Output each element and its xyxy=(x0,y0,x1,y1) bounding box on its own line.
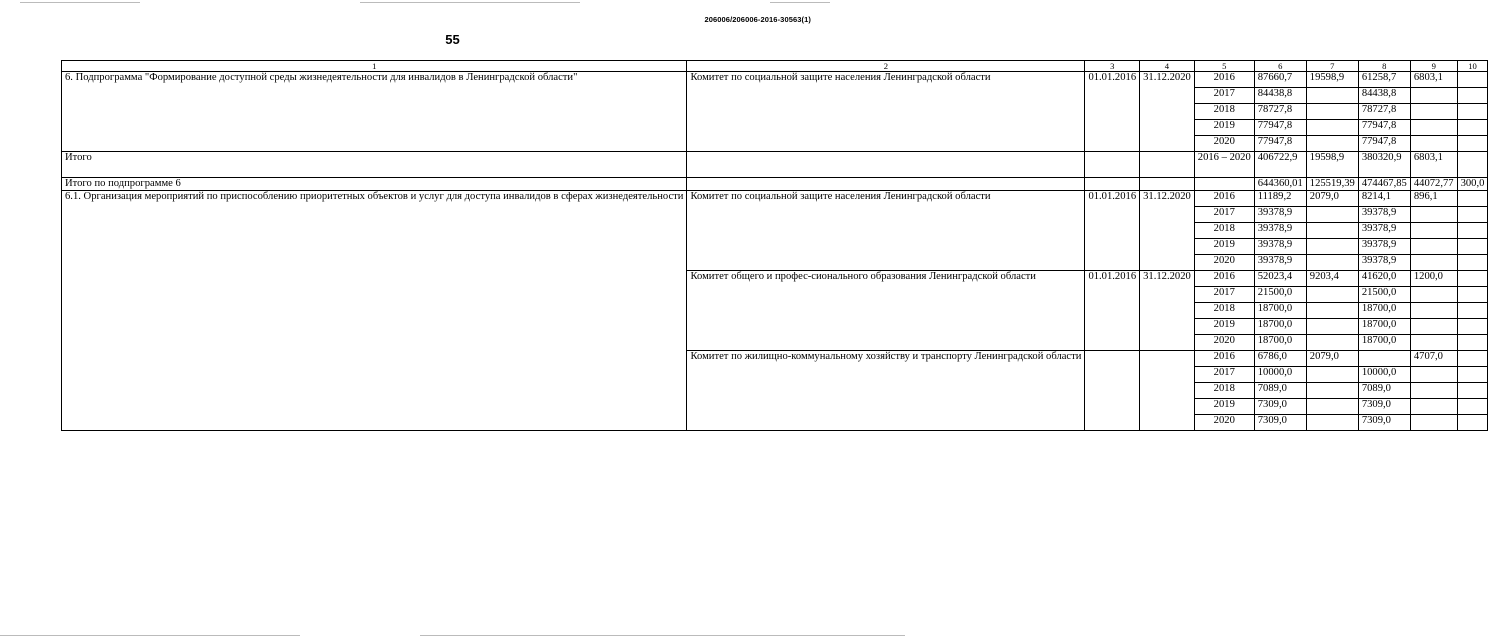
year-cell: 2016 xyxy=(1194,351,1254,367)
measure-row xyxy=(62,191,1488,207)
empty-cell xyxy=(1140,178,1195,191)
amount-cell xyxy=(1410,239,1457,255)
amount-cell: 6786,0 xyxy=(1254,351,1306,367)
start-date: 01.01.2016 xyxy=(1085,72,1140,152)
amount-cell xyxy=(1457,319,1488,335)
column-number: 5 xyxy=(1194,61,1254,72)
empty-cell xyxy=(1140,152,1195,178)
amount-cell: 84438,8 xyxy=(1358,88,1410,104)
end-date: 31.12.2020 xyxy=(1140,271,1195,351)
total-amount: 406722,9 xyxy=(1254,152,1306,178)
amount-cell xyxy=(1457,383,1488,399)
year-cell: 2017 xyxy=(1194,88,1254,104)
amount-cell xyxy=(1306,415,1358,431)
measure-name: 6.1. Организация мероприятий по приспособлению приоритетных объектов и услуг для доступа инвалидов в сферах жизнедеятельности xyxy=(62,191,687,431)
amount-cell xyxy=(1306,287,1358,303)
amount-cell xyxy=(1410,88,1457,104)
scan-edge-line xyxy=(360,2,580,3)
amount-cell xyxy=(1410,415,1457,431)
column-number: 10 xyxy=(1457,61,1488,72)
amount-cell xyxy=(1410,303,1457,319)
amount-cell: 61258,7 xyxy=(1358,72,1410,88)
column-number: 9 xyxy=(1410,61,1457,72)
amount-cell: 18700,0 xyxy=(1358,319,1410,335)
total-row xyxy=(62,152,1488,178)
amount-cell: 9203,4 xyxy=(1306,271,1358,287)
amount-cell: 78727,8 xyxy=(1358,104,1410,120)
amount-cell: 52023,4 xyxy=(1254,271,1306,287)
subprogram-total-amount: 125519,39 xyxy=(1306,178,1358,191)
amount-cell: 10000,0 xyxy=(1358,367,1410,383)
amount-cell: 10000,0 xyxy=(1254,367,1306,383)
executor-cell: Комитет общего и профес-сионального образования Ленинградской области xyxy=(687,271,1085,351)
amount-cell: 7089,0 xyxy=(1254,383,1306,399)
amount-cell xyxy=(1306,88,1358,104)
empty-cell xyxy=(687,178,1085,191)
amount-cell: 2079,0 xyxy=(1306,351,1358,367)
amount-cell: 39378,9 xyxy=(1358,207,1410,223)
amount-cell xyxy=(1457,239,1488,255)
subprogram-total-amount: 474467,85 xyxy=(1358,178,1410,191)
executor-cell: Комитет по жилищно-коммунальному хозяйству и транспорту Ленинградской области xyxy=(687,351,1085,431)
executor-cell: Комитет по социальной защите населения Ленинградской области xyxy=(687,191,1085,271)
total-period: 2016 – 2020 xyxy=(1194,152,1254,178)
page-number: 55 xyxy=(445,32,460,47)
empty-cell xyxy=(1194,178,1254,191)
amount-cell: 41620,0 xyxy=(1358,271,1410,287)
empty-cell xyxy=(687,152,1085,178)
end-date: 31.12.2020 xyxy=(1140,191,1195,271)
amount-cell: 39378,9 xyxy=(1254,239,1306,255)
amount-cell xyxy=(1306,104,1358,120)
year-cell: 2018 xyxy=(1194,303,1254,319)
amount-cell: 21500,0 xyxy=(1254,287,1306,303)
year-cell: 2019 xyxy=(1194,120,1254,136)
amount-cell: 7089,0 xyxy=(1358,383,1410,399)
year-cell: 2019 xyxy=(1194,239,1254,255)
amount-cell: 39378,9 xyxy=(1254,223,1306,239)
amount-cell xyxy=(1457,104,1488,120)
amount-cell: 7309,0 xyxy=(1254,415,1306,431)
scan-edge-line xyxy=(770,2,830,3)
empty-cell xyxy=(1085,152,1140,178)
subprogram-name: 6. Подпрограмма "Формирование доступной среды жизнедеятельности для инвалидов в Ленинградской области" xyxy=(62,72,687,152)
budget-table xyxy=(61,60,1488,431)
amount-cell: 39378,9 xyxy=(1254,255,1306,271)
subprogram-total-row xyxy=(62,178,1488,191)
total-label: Итого xyxy=(62,152,687,178)
start-date: 01.01.2016 xyxy=(1085,191,1140,271)
amount-cell xyxy=(1457,88,1488,104)
subprogram-total-amount: 44072,77 xyxy=(1410,178,1457,191)
total-amount: 19598,9 xyxy=(1306,152,1358,178)
amount-cell: 11189,2 xyxy=(1254,191,1306,207)
amount-cell: 84438,8 xyxy=(1254,88,1306,104)
amount-cell: 4707,0 xyxy=(1410,351,1457,367)
amount-cell xyxy=(1410,136,1457,152)
amount-cell xyxy=(1306,399,1358,415)
year-cell: 2016 xyxy=(1194,191,1254,207)
amount-cell xyxy=(1410,383,1457,399)
amount-cell xyxy=(1306,335,1358,351)
scan-edge-line xyxy=(420,635,905,636)
amount-cell: 6803,1 xyxy=(1410,72,1457,88)
empty-cell xyxy=(1085,178,1140,191)
amount-cell: 39378,9 xyxy=(1358,255,1410,271)
column-number: 8 xyxy=(1358,61,1410,72)
amount-cell: 21500,0 xyxy=(1358,287,1410,303)
amount-cell: 18700,0 xyxy=(1358,335,1410,351)
subprogram-row xyxy=(62,72,1488,88)
amount-cell xyxy=(1410,335,1457,351)
amount-cell: 77947,8 xyxy=(1358,120,1410,136)
amount-cell xyxy=(1457,399,1488,415)
scan-edge-line xyxy=(0,635,300,636)
amount-cell: 19598,9 xyxy=(1306,72,1358,88)
scan-edge-line xyxy=(20,2,140,3)
year-cell: 2018 xyxy=(1194,383,1254,399)
subprogram-total-label: Итого по подпрограмме 6 xyxy=(62,178,687,191)
amount-cell xyxy=(1410,120,1457,136)
start-date: 01.01.2016 xyxy=(1085,271,1140,351)
start-date xyxy=(1085,351,1140,431)
amount-cell: 18700,0 xyxy=(1254,303,1306,319)
amount-cell xyxy=(1410,207,1457,223)
year-cell: 2020 xyxy=(1194,415,1254,431)
amount-cell xyxy=(1457,351,1488,367)
subprogram-total-amount: 300,0 xyxy=(1457,178,1488,191)
year-cell: 2020 xyxy=(1194,255,1254,271)
amount-cell: 18700,0 xyxy=(1358,303,1410,319)
amount-cell: 896,1 xyxy=(1410,191,1457,207)
amount-cell xyxy=(1457,191,1488,207)
total-amount xyxy=(1457,152,1488,178)
executor-cell: Комитет по социальной защите населения Ленинградской области xyxy=(687,72,1085,152)
total-amount: 6803,1 xyxy=(1410,152,1457,178)
amount-cell: 39378,9 xyxy=(1358,239,1410,255)
amount-cell xyxy=(1457,120,1488,136)
amount-cell xyxy=(1410,287,1457,303)
year-cell: 2017 xyxy=(1194,207,1254,223)
year-cell: 2018 xyxy=(1194,104,1254,120)
amount-cell xyxy=(1410,399,1457,415)
amount-cell xyxy=(1457,367,1488,383)
column-number: 3 xyxy=(1085,61,1140,72)
amount-cell xyxy=(1410,367,1457,383)
amount-cell xyxy=(1457,271,1488,287)
year-cell: 2019 xyxy=(1194,319,1254,335)
year-cell: 2017 xyxy=(1194,367,1254,383)
amount-cell xyxy=(1410,104,1457,120)
year-cell: 2017 xyxy=(1194,287,1254,303)
year-cell: 2016 xyxy=(1194,271,1254,287)
amount-cell: 7309,0 xyxy=(1358,399,1410,415)
amount-cell xyxy=(1410,223,1457,239)
amount-cell: 8214,1 xyxy=(1358,191,1410,207)
amount-cell xyxy=(1306,223,1358,239)
amount-cell xyxy=(1457,255,1488,271)
amount-cell: 77947,8 xyxy=(1254,120,1306,136)
amount-cell: 77947,8 xyxy=(1358,136,1410,152)
amount-cell xyxy=(1306,120,1358,136)
amount-cell: 18700,0 xyxy=(1254,319,1306,335)
document-id: 206006/206006-2016-30563(1) xyxy=(704,15,811,24)
column-number: 6 xyxy=(1254,61,1306,72)
amount-cell xyxy=(1457,287,1488,303)
year-cell: 2020 xyxy=(1194,335,1254,351)
amount-cell xyxy=(1306,367,1358,383)
amount-cell xyxy=(1306,239,1358,255)
year-cell: 2018 xyxy=(1194,223,1254,239)
amount-cell: 1200,0 xyxy=(1410,271,1457,287)
amount-cell: 18700,0 xyxy=(1254,335,1306,351)
end-date xyxy=(1140,351,1195,431)
column-number: 4 xyxy=(1140,61,1195,72)
column-number-row xyxy=(62,61,1488,72)
amount-cell xyxy=(1457,207,1488,223)
amount-cell xyxy=(1410,319,1457,335)
amount-cell: 7309,0 xyxy=(1254,399,1306,415)
amount-cell xyxy=(1457,72,1488,88)
amount-cell: 39378,9 xyxy=(1254,207,1306,223)
amount-cell: 78727,8 xyxy=(1254,104,1306,120)
amount-cell xyxy=(1457,335,1488,351)
year-cell: 2016 xyxy=(1194,72,1254,88)
amount-cell: 2079,0 xyxy=(1306,191,1358,207)
amount-cell xyxy=(1457,303,1488,319)
column-number: 2 xyxy=(687,61,1085,72)
amount-cell xyxy=(1306,255,1358,271)
column-number: 1 xyxy=(62,61,687,72)
column-number: 7 xyxy=(1306,61,1358,72)
year-cell: 2020 xyxy=(1194,136,1254,152)
subprogram-total-amount: 644360,01 xyxy=(1254,178,1306,191)
amount-cell xyxy=(1306,303,1358,319)
amount-cell xyxy=(1358,351,1410,367)
year-cell: 2019 xyxy=(1194,399,1254,415)
amount-cell xyxy=(1306,136,1358,152)
amount-cell xyxy=(1410,255,1457,271)
amount-cell xyxy=(1457,136,1488,152)
amount-cell xyxy=(1306,383,1358,399)
amount-cell: 87660,7 xyxy=(1254,72,1306,88)
amount-cell xyxy=(1306,319,1358,335)
amount-cell xyxy=(1306,207,1358,223)
amount-cell xyxy=(1457,223,1488,239)
total-amount: 380320,9 xyxy=(1358,152,1410,178)
amount-cell xyxy=(1457,415,1488,431)
amount-cell: 7309,0 xyxy=(1358,415,1410,431)
amount-cell: 77947,8 xyxy=(1254,136,1306,152)
end-date: 31.12.2020 xyxy=(1140,72,1195,152)
amount-cell: 39378,9 xyxy=(1358,223,1410,239)
